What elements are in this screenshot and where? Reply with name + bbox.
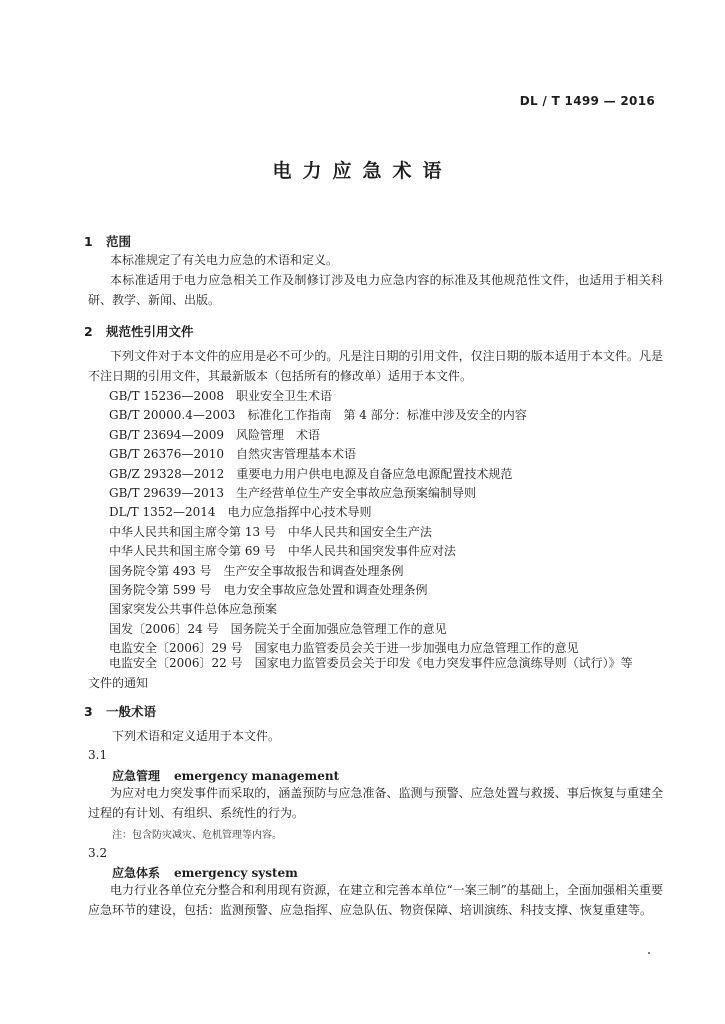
reference-title: 电力安全事故应急处置和调查处理条例 xyxy=(223,583,428,597)
standard-code: DL / T 1499 — 2016 xyxy=(519,94,655,108)
reference-title: 国家电力监管委员会关于进一步加强电力应急管理工作的意见 xyxy=(254,641,579,656)
reference-title: 职业安全卫生术语 xyxy=(235,389,332,403)
section-1-heading xyxy=(84,232,131,250)
reference-title: 电力应急指挥中心技术导则 xyxy=(227,505,372,520)
reference-item xyxy=(109,406,527,423)
reference-title: 风险管理 术语 xyxy=(235,427,320,442)
section-title: 规范性引用文件 xyxy=(106,324,194,339)
term-title xyxy=(112,767,339,784)
reference-item xyxy=(109,426,320,443)
reference-item xyxy=(109,581,428,598)
reference-code: GB/T 15236—2008 xyxy=(109,389,224,403)
reference-title: 中华人民共和国安全生产法 xyxy=(287,524,432,539)
reference-title: 重要电力用户供电电源及自备应急电源配置技术规范 xyxy=(236,466,513,481)
reference-code: 国发〔2006〕24 号 xyxy=(109,621,219,636)
reference-code: 国家突发公共事件总体应急预案 xyxy=(109,602,278,617)
term-zh: 应急管理 xyxy=(112,769,161,783)
reference-item xyxy=(109,465,512,482)
reference-code: 国务院令第 599 号 xyxy=(109,583,212,597)
term-number: 3.2 xyxy=(88,846,108,860)
term-zh: 应急体系 xyxy=(112,866,161,880)
reference-item xyxy=(109,562,404,579)
scope-paragraph-2: 本标准适用于电力应急相关工作及制修订涉及电力应急内容的标准及其他规范性文件，也适用于相关科研、教学、新闻、出版。 xyxy=(88,273,663,307)
reference-code: GB/T 26376—2010 xyxy=(109,447,224,462)
reference-item xyxy=(109,445,356,462)
reference-code: 中华人民共和国主席令第 69 号 xyxy=(109,544,276,559)
reference-code: GB/T 20000.4—2003 xyxy=(109,408,236,423)
term-en: emergency management xyxy=(174,769,340,783)
reference-item xyxy=(109,523,432,540)
section-title: 一般术语 xyxy=(106,704,157,719)
reference-item xyxy=(109,387,332,404)
reference-code: GB/T 23694—2009 xyxy=(109,427,224,442)
reference-title: 生产经营单位生产安全事故应急预案编制导则 xyxy=(235,486,476,500)
term-definition: 为应对电力突发事件而采取的，涵盖预防与应急准备、监测与预警、应急处置与救援、事后恢复与重建全过程的有计划、有组织、系统性的行为。 xyxy=(88,786,663,820)
reference-code: 国务院令第 493 号 xyxy=(109,563,212,578)
reference-code: 电监安全〔2006〕29 号 xyxy=(109,641,243,656)
reference-item xyxy=(109,542,456,559)
section-title: 范围 xyxy=(106,234,132,249)
term-en: emergency system xyxy=(174,866,298,880)
reference-code: GB/T 29639—2013 xyxy=(109,486,224,500)
reference-item xyxy=(109,503,372,520)
reference-title: 标准化工作指南 第 4 部分：标准中涉及安全的内容 xyxy=(247,408,527,423)
section-number: 3 xyxy=(84,704,93,719)
section-3-heading xyxy=(84,702,156,720)
scope-paragraph-1: 本标准规定了有关电力应急的术语和定义。 xyxy=(110,253,339,267)
reference-title: 自然灾害管理基本术语 xyxy=(235,447,356,462)
reference-title: 中华人民共和国突发事件应对法 xyxy=(287,544,456,559)
terms-intro: 下列术语和定义适用于本文件。 xyxy=(112,729,281,743)
reference-code: 中华人民共和国主席令第 13 号 xyxy=(109,524,276,539)
term-definition: 电力行业各单位充分整合和利用现有资源，在建立和完善本单位“一案三制”的基础上，全面加强相关重要应急环节的建设，包括：监测预警、应急指挥、应急队伍、物资保障、培训演练、科技支撑、恢复重建等。 xyxy=(88,883,663,917)
reference-title: 生产安全事故报告和调查处理条例 xyxy=(223,563,404,578)
reference-code: GB/Z 29328—2012 xyxy=(109,466,225,481)
reference-title: 国务院关于全面加强应急管理工作的意见 xyxy=(230,621,447,636)
section-number: 2 xyxy=(84,324,93,339)
scan-speck xyxy=(648,952,650,954)
term-title xyxy=(112,864,298,881)
reference-item xyxy=(109,600,289,617)
refs-intro-paragraph: 下列文件对于本文件的应用是必不可少的。凡是注日期的引用文件，仅注日期的版本适用于本文件。凡是不注日期的引用文件，其最新版本（包括所有的修改单）适用于本文件。 xyxy=(88,349,663,383)
section-2-heading xyxy=(84,322,194,340)
reference-item xyxy=(109,484,476,501)
section-number: 1 xyxy=(84,234,93,249)
term-note: 注：包含防灾减灾、危机管理等内容。 xyxy=(112,830,282,841)
reference-code: DL/T 1352—2014 xyxy=(109,505,216,520)
page-title: 电力应急术语 xyxy=(272,160,453,182)
term-number: 3.1 xyxy=(88,748,108,762)
reference-item xyxy=(109,620,447,637)
ref-last-line-2: 文件的通知 xyxy=(88,676,149,690)
ref-last-line-1: 电监安全〔2006〕22 号 国家电力监管委员会关于印发《电力突发事件应急演练导则（试行）》等 xyxy=(109,656,633,670)
